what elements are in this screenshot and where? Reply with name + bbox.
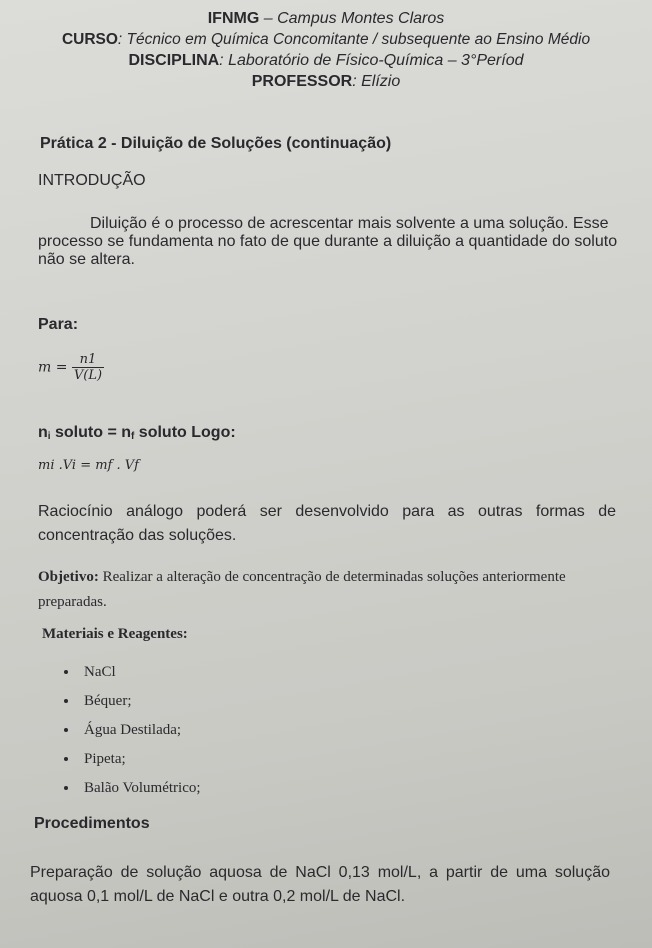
professor-line <box>0 73 652 91</box>
institution-name: IFNMG <box>207 10 260 27</box>
procedures-heading: Procedimentos <box>34 815 150 832</box>
formula-fraction <box>72 352 104 383</box>
course-label: CURSO <box>61 31 118 48</box>
relation-n-initial: n <box>38 424 48 441</box>
professor-value: : Elízio <box>352 73 401 90</box>
formula-lhs: m = <box>38 359 68 376</box>
para-heading: Para: <box>38 316 79 333</box>
campus-name: – Campus Montes Claros <box>259 10 445 27</box>
formula-numerator: n1 <box>72 352 104 368</box>
bullet-icon <box>64 757 68 761</box>
relation-sub-f: f <box>131 431 135 442</box>
relation-mid: soluto = n <box>50 424 132 441</box>
formula-denominator: V(L) <box>73 368 103 383</box>
molarity-formula <box>38 352 104 383</box>
course-line <box>0 31 652 49</box>
discipline-label: DISCIPLINA <box>128 52 220 69</box>
document-page: IFNMG – Campus Montes Claros CURSO: Técnico em Química Concomitante / subsequente ao Ensino Médio DISCIPLINA: Laboratório de Físico-Química – 3°Períod PROFESSOR: Elízio Prática 2 - Diluição de Soluções (continuação) INTRODUÇÃO Diluição é o processo de acrescentar mais solvente a uma solução. Esse processo se fundamenta no fato de que durante a diluição a quantidade do soluto não se altera. Para: m = $\frac{n1}{V(L)}$ $n_i$ soluto = $n_f$ soluto Logo: mi .Vi = mf . Vf Raciocínio análogo poderá ser desenvolvido para as outras formas de concentração das soluções. Objetivo: Realizar a alteração de concentração de determinadas soluções anteriormente preparadas. Materiais e Reagentes: NaCl Béquer; Água Destilada; Pipeta; Balão Volumétrico; Procedimentos Preparação de solução aquosa de NaCl 0,13 mol/L, a partir de uma solução aquosa 0,1 mol/L de NaCl e outra 0,2 mol/L de NaCl. <box>0 0 652 948</box>
practice-title: Prática 2 - Diluição de Soluções (continuação) <box>40 135 392 152</box>
discipline-line <box>0 52 652 70</box>
bullet-icon <box>64 670 68 674</box>
bullet-icon <box>64 786 68 790</box>
relation-sub-i: i <box>47 431 51 442</box>
procedures-paragraph: Preparação de solução aquosa de NaCl 0,13 mol/L, a partir de uma solução aquosa 0,1 mol/L de NaCl e outra 0,2 mol/L de NaCl. <box>30 864 610 905</box>
mole-relation <box>38 424 236 442</box>
intro-paragraph: Diluição é o processo de acrescentar mais solvente a uma solução. Esse processo se fundamenta no fato de que durante a diluição a quantidade do soluto não se altera. <box>38 215 618 268</box>
bullet-icon <box>64 699 68 703</box>
institution-line <box>0 10 652 28</box>
materials-heading: Materiais e Reagentes: <box>42 626 188 642</box>
dilution-equation: mi .Vi = mf . Vf <box>38 458 139 473</box>
professor-label: PROFESSOR <box>251 73 353 90</box>
course-value: : Técnico em Química Concomitante / subsequente ao Ensino Médio <box>117 31 591 48</box>
bullet-icon <box>64 728 68 732</box>
discipline-value: : Laboratório de Físico-Química – 3°Períod <box>219 52 524 69</box>
objective-paragraph <box>38 565 628 615</box>
objective-label: Objetivo: <box>38 569 99 585</box>
relation-end: soluto Logo: <box>134 424 236 441</box>
reasoning-paragraph: Raciocínio análogo poderá ser desenvolvido para as outras formas de concentração das soluções. <box>38 503 616 544</box>
objective-text: Realizar a alteração de concentração de determinadas soluções anteriormente preparadas. <box>38 569 566 610</box>
intro-heading: INTRODUÇÃO <box>38 172 146 189</box>
